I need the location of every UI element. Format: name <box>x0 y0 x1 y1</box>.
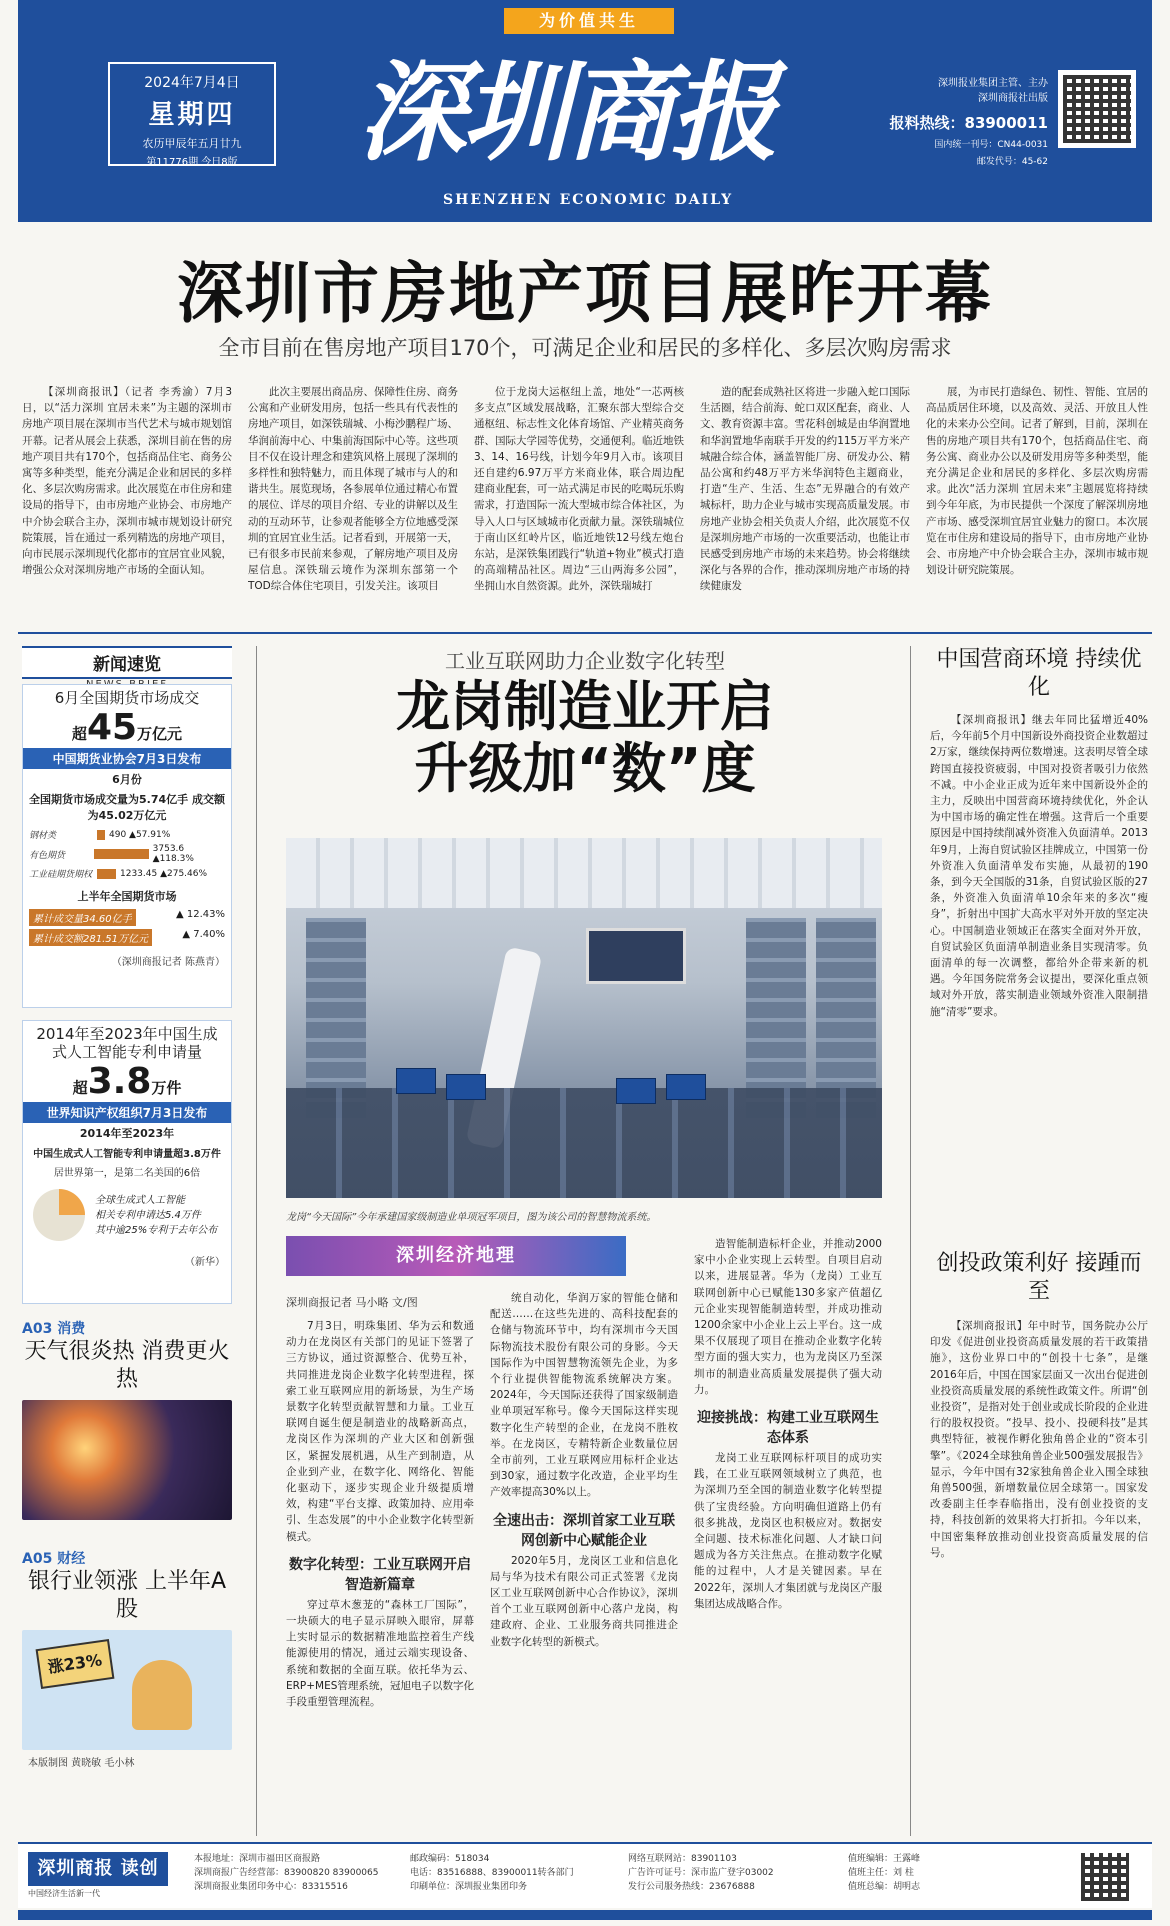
futures-summary: 全国期货市场成交量为5.74亿手 成交额为45.02万亿元 <box>29 793 225 822</box>
ai-pie-icon <box>29 1185 89 1245</box>
lead-subhead: 全市目前在售房地产项目170个，可满足企业和居民的多样化、多层次购房需求 <box>218 336 952 360</box>
issue-number: 第11776期 今日8版 <box>146 157 238 168</box>
business-env-text <box>930 712 1148 1232</box>
publisher-info <box>888 74 1048 167</box>
footer-col-1: 本报地址：深圳市福田区商报路 深圳商报广告经营部：83900820 83900065 深圳商报业集团印务中心：83315516 <box>194 1854 379 1892</box>
futures-big-number: 超45万亿元 <box>71 707 183 748</box>
feature-subhead-c: 迎接挑战：构建工业互联网生态体系 <box>697 1410 879 1447</box>
teaser-consumption-title: 天气很炎热 消费更火热 <box>24 1339 230 1392</box>
section-banner: 深圳经济地理 <box>286 1236 626 1276</box>
footer-col-4: 值班编辑：王露峰 值班主任：刘 柱 值班总编：胡明志 <box>848 1854 921 1892</box>
futures-stat-card <box>22 684 232 1008</box>
cn-number: 国内统一刊号：CN44-0031 <box>934 140 1048 150</box>
lead-column-1 <box>22 384 232 624</box>
sponsor-text: 深圳报业集团主管、主办 <box>938 78 1048 89</box>
futures-bar-row <box>29 867 225 880</box>
lead-col5-text: 展，为市民打造绿色、韧性、智能、宜居的高品质居住环境，以及高效、灵活、开放且人性化的未来办公空间。记者了解到，目前，深圳在售的房地产项目共有170个，包括商品住宅、商务公寓、商业办公以及研发用房等多种类型，能充分满足企业和居民的多样化、多层次购房需求。此次“活力深圳 宜居未来”主题展览将持续到今年年底，为市民提供一个深度了解深圳房地产市场、感受深圳宜居宜业魅力的窗口。本次展览在市住房和建设局的指导下，由市房地产业协会、市房地产中介协会联合主办，深圳市城市规划设计研究院策展。 <box>926 386 1148 577</box>
futures-card-title: 6月全国期货市场成交 <box>54 689 200 707</box>
lead-col1-text: 【深圳商报讯】（记者 李秀渝）7月3日，以“活力深圳 宜居未来”为主题的深圳市房地产项目展在深圳市当代艺术与城市规划馆开幕。记者从展会上获悉，深圳目前在售的房地产项目共有170个，包括商品住宅、商务公寓等多种类型，能充分满足企业和居民的多样化、多层次购房需求。此次展览在市住房和建设局的指导下，由市房地产业协会、市房地产中介协会联合主办，深圳市城市规划设计研究院策展，旨在通过一系列精选的房地产项目，向市民展示深圳现代化都市的宜居宜业风貌，增强公众对深圳房地产市场的全面认知。 <box>22 386 232 577</box>
futures-half-rows <box>23 909 231 946</box>
futures-bar-value: 490 ▲57.91% <box>109 829 171 840</box>
business-env-body: 【深圳商报讯】继去年同比猛增近40%后，今年前5个月中国新设外商投资企业数超过2万家，继续保持两位数增速。这表明尽管全球跨国直接投资疲弱，中国对投资者吸引力依然不减。中小企业正成为近年来中国新设外企的主力，反映出中国营商环境持续优化，外企认为中国市场的确定性在增强。这背后一个重要原因是中国持续削减外资准入负面清单。2013年9月，上海自贸试验区挂牌成立，中国第一份外资准入负面清单发布实施，从最初的190条，到今天全国版的31条，自贸试验区版的27条，外资准入负面清单10余年来的多次“瘦身”，折射出中国扩大高水平对外开放的坚定决心。中国制造业领域正在落实全面对外开放，自贸试验区负面清单制造业条目实现清零。负面清单的每一次调整，都给外企带来新的机遇。今年国务院常务会议提出，要深化重点领域对外开放，落实制造业领域外资准入限制措施“清零”要求。 <box>930 714 1148 1018</box>
futures-bar <box>97 869 116 879</box>
half-year-label: 累计成交额281.51万亿元 <box>29 929 152 946</box>
feature-column-b <box>490 1290 678 1838</box>
lead-col3-text: 位于龙岗大运枢纽上盖，地处“一芯两核多支点”区域发展战略，汇聚东部大型综合交通枢纽、标志性文化体育场馆、产业精英商务群、国际大学园等优势，交通便利。临近地铁3、14、16号线，计划今年9月入市。该项目还自建约6.97万平方米商业体，联合周边配建商业配套，可一站式满足市民的吃喝玩乐购需求，打造国际一流大型城市综合体社区，为导入人口与区域城市化贡献力量。深铁瑞城位于南山区红岭片区，临近地铁12号线左炮台东站，是深铁集团践行“轨道+物业”模式打造的高端精品社区。周边“三山两海多公园”，坐拥山水自然资源。此外，深铁瑞城打 <box>474 386 684 593</box>
lead-column-4 <box>700 384 910 624</box>
futures-bar-chart <box>23 828 231 880</box>
factory-photo <box>286 838 882 1198</box>
half-year-pct: ▲ 12.43% <box>176 909 225 920</box>
ai-big-number: 超3.8万件 <box>72 1061 182 1102</box>
footer-slogan: 中国经济生活新一代 <box>28 1889 100 1898</box>
lead-col4-text: 造的配套成熟社区将进一步融入蛇口国际生活圈，结合前海、蛇口双区配套，商业、人文、教育资源丰富。雪花科创城是由华润置地和华润置地华南联手开发的约115万平方米产城融合综合体，涵盖智能厂房、研发办公、精品公寓和约48万平方米华润特色主题商业，打造“生产、生活、生态”无界融合的有效产城标杆，助力企业与城市实现高质量发展。市房地产业协会相关负责人介绍，此次展览不仅是深圳房地产市场的一次重要活动，也能让市民感受到房地产市场的未来趋势。协会将继续深化与各界的合作，推动深圳房地产市场的持续健康发 <box>700 386 910 593</box>
newspaper-logo-en: SHENZHEN ECONOMIC DAILY <box>443 192 734 208</box>
column-divider-left <box>256 646 257 1836</box>
ai-source-bar: 世界知识产权组织7月3日发布 <box>23 1102 231 1123</box>
futures-bar <box>94 849 149 859</box>
lead-headline: 深圳市房地产项目展昨开幕 <box>177 255 993 332</box>
futures-source-bar: 中国期货业协会7月3日发布 <box>23 748 231 769</box>
teaser-finance-credit: 本版制图 黄晓敏 毛小林 <box>28 1758 135 1769</box>
futures-bar-row <box>29 844 225 864</box>
issue-weekday: 星期四 <box>148 100 236 130</box>
publisher-text: 深圳商报社出版 <box>978 93 1048 104</box>
feature-kicker: 工业互联网助力企业数字化转型 <box>445 649 725 673</box>
news-brief-title: 新闻速览 <box>22 646 232 679</box>
feature-byline: 深圳商报记者 马小略 文/图 <box>286 1296 418 1309</box>
feature-colC-text: 造智能制造标杆企业，并推动2000家中小企业实现上云转型。自项目启动以来，进展显著。华为（龙岗）工业互联网创新中心已赋能130多家产值超亿元企业实现智能制造转型，并成功推动1200余家中小企业上云上平台。这一成果不仅展现了项目在推动企业数字化转型方面的强大实力，也为龙岗区乃至深圳市的制造业高质量发展提供了强大动力。 <box>694 1238 882 1396</box>
feature-colC2-text: 龙岗工业互联网标杆项目的成功实践，在工业互联网领域树立了典范，也为深圳乃至全国的制造业数字化转型提供了宝贵经验。方向明确但道路上仍有很多挑战，龙岗区也积极应对。数据安全问题、技术标准化问题、人才缺口问题成为各方关注焦点。在推动数字化赋能的过程中，人才是关键因素。早在2022年，深圳人才集团就与龙岗区产服集团达成战略合作。 <box>694 1452 882 1610</box>
lead-column-2 <box>248 384 458 624</box>
teaser-consumption-code: A03 消费 <box>22 1321 86 1337</box>
lunar-date: 农历甲辰年五月廿九 <box>142 137 242 150</box>
feature-column-c <box>694 1236 882 1838</box>
footer-logo: 深圳商报 读创 <box>28 1852 168 1886</box>
venture-policy-text <box>930 1318 1148 1838</box>
feature-colA2-text: 穿过草木葱茏的“森林工厂国际”，一块硕大的电子显示屏映入眼帘，屏幕上实时显示的数据精准地监控着生产线能源使用的情况，通过云端实现设备、系统和数据的全面互联。依托华为云、ERP+MES管理系统，冠旭电子以数字化手段重塑管理流程。 <box>286 1598 474 1709</box>
ai-line2: 居世界第一，是第二名美国的6倍 <box>53 1168 201 1179</box>
futures-bar-row <box>29 828 225 841</box>
half-year-row <box>29 929 225 946</box>
venture-policy-body: 【深圳商报讯】年中时节，国务院办公厅印发《促进创业投资高质量发展的若干政策措施》，这份业界口中的“创投十七条”，是继2016年后，中国在国家层面又一次出台促进创业投资高质量发展的系统性政策文件。所谓“创业投资”，是指对处于创业或成长阶段的企业进行的股权投资。“投早、投小、投硬科技”是其典型特征，被视作孵化独角兽企业的“资本引擎”。《2024全球独角兽企业500强发展报告》显示，今年中国有32家独角兽企业入围全球独角兽500强，新增数量位居全球第一。国家发改委副主任李春临指出，没有创业投资的支持，科技创新的效果将大打折扣。今年以来，中国密集释放推动创业投资高质量发展的信号。 <box>930 1320 1148 1559</box>
teaser-consumption[interactable] <box>22 1318 232 1520</box>
ai-credit: （新华） <box>185 1257 225 1268</box>
newspaper-logo: 深圳商报 <box>358 50 775 176</box>
masthead <box>18 0 1152 222</box>
photo-caption: 龙岗“今天国际”今年承建国家级制造业单项冠军项目，图为该公司的智慧物流系统。 <box>286 1212 657 1223</box>
futures-bar-value: 3753.6 ▲118.3% <box>152 844 194 864</box>
hotline-text: 报料热线：83900011 <box>889 114 1048 132</box>
issue-date: 2024年7月4日 <box>144 75 240 91</box>
section-divider <box>18 632 1152 634</box>
footer-col-2: 邮政编码：518034 电话：83516888、83900011转各部门 印刷单位：深圳报业集团印务 <box>410 1854 574 1892</box>
futures-half-title: 上半年全国期货市场 <box>77 890 177 903</box>
feature-colA-text: 7月3日，明珠集团、华为云和数通动力在龙岗区有关部门的见证下签署了三方协议，通过资源整合、优势互补，共同推进龙岗企业数字化转型进程，探索工业互联网应用的新场景，为生产场景数字化转型贡献智慧和力量。工业互联网自诞生便是制造业的战略新高点，龙岗区作为深圳的产业大区和创新强区，紧握发展机遇，从生产到制造，从企业到产业，在数字化、网络化、智能化驱动下，逐步实现企业升级提质增效，构建“平台支撑、政策加持、应用牵引、生态发展”的中小企业数字化转型新模式。 <box>286 1320 474 1543</box>
bank-illustration <box>22 1630 232 1750</box>
lead-column-5 <box>926 384 1148 624</box>
lead-col2-text: 此次主要展出商品房、保障性住房、商务公寓和产业研发用房，包括一些具有代表性的房地产项目，如深铁瑞城、小梅沙鹏程广场、华润前海中心、中集前海国际中心等。这些项目不仅在设计理念和建筑风格上展现了深圳的多样性和独特魅力，而且体现了城市与人的和谐共生。展览现场，各参展单位通过精心布置的展位、详尽的项目介绍、专业的讲解以及生动的互动环节，让参观者能够全方位地感受深圳的宜居宜业生活。记者看到，开展第一天，已有很多市民前来参观，了解房地产项目及房屋信息。深铁瑞云境作为深圳东部第一个TOD综合体住宅项目，引发关注。该项目 <box>248 386 458 593</box>
coin-icon <box>132 1660 192 1730</box>
half-year-pct: ▲ 7.40% <box>182 929 225 940</box>
ai-note1: 全球生成式人工智能 <box>95 1194 185 1206</box>
half-year-row <box>29 909 225 926</box>
ai-period: 2014年至2023年 <box>79 1127 175 1140</box>
lead-column-3 <box>474 384 684 624</box>
feature-title <box>265 676 905 800</box>
ai-note3: 其中逾25%专利于去年公布 <box>95 1224 218 1236</box>
futures-month: 6月份 <box>112 773 142 786</box>
futures-bar-label: 有色期货 <box>29 850 66 861</box>
monitor-screen <box>586 928 686 984</box>
date-box <box>108 62 276 166</box>
futures-bar-value: 1233.45 ▲275.46% <box>120 868 208 879</box>
rise-stamp: 涨23% <box>36 1639 115 1689</box>
futures-bar-label: 钢材类 <box>29 831 57 841</box>
feature-subhead-b: 全速出击：深圳首家工业互联网创新中心赋能企业 <box>493 1512 675 1549</box>
feature-colB-text: 统自动化，华润万家的智能仓储和配送……在这些先进的、高科技配套的仓储与物流环节中，均有深圳市今天国际物流技术股份有限公司的身影。今天国际作为中国智慧物流领先企业，为多个行业提供智能物流系统解决方案。2024年，今天国际还获得了国家级制造业单项冠军称号。像今天国际这样实现数字化生产转型的企业，在龙岗不胜枚举。在龙岗区，专精特新企业数量位居全市前列，工业互联网应用标杆企业达到30家，通过数字化改造，企业平均生产效率提高30%以上。 <box>490 1292 678 1499</box>
futures-bar-label: 工业硅期货期权 <box>29 870 93 880</box>
qr-code-icon[interactable] <box>1058 70 1136 148</box>
footer-col-3: 网络互联网站：83901103 广告许可证号：深市监广登字03002 发行公司服务热线：23676888 <box>628 1854 774 1892</box>
futures-credit: （深圳商报记者 陈燕青） <box>111 957 225 968</box>
feature-subhead-a: 数字化转型：工业互联网开启智造新篇章 <box>289 1556 471 1593</box>
footer-qr-code-icon[interactable] <box>1076 1848 1134 1906</box>
futures-bar <box>97 830 105 840</box>
half-year-label: 累计成交量34.60亿手 <box>29 909 136 926</box>
feature-title-line2: 升级加“数”度 <box>414 737 756 800</box>
bottom-bar <box>18 1910 1152 1920</box>
page-footer <box>18 1842 1152 1908</box>
masthead-slogan: 为价值共生 <box>504 8 674 34</box>
postal-code: 邮发代号：45-62 <box>976 157 1048 167</box>
ai-line1: 中国生成式人工智能专利申请量超3.8万件 <box>33 1149 221 1160</box>
feature-column-a <box>286 1318 474 1838</box>
business-env-headline: 中国营商环境 持续优化 <box>936 647 1142 700</box>
night-market-image <box>22 1400 232 1520</box>
teaser-finance[interactable] <box>22 1548 232 1773</box>
ai-card-title: 2014年至2023年中国生成式人工智能专利申请量 <box>36 1025 218 1061</box>
venture-policy-headline: 创投政策利好 接踵而至 <box>936 1251 1142 1304</box>
ai-note2: 相关专利申请达5.4万件 <box>95 1209 201 1221</box>
teaser-finance-title: 银行业领涨 上半年A股 <box>27 1569 227 1622</box>
feature-title-line1: 龙岗制造业开启 <box>396 675 774 738</box>
ai-patent-card <box>22 1020 232 1304</box>
column-divider-right <box>910 646 911 1836</box>
feature-colB2-text: 2020年5月，龙岗区工业和信息化局与华为技术有限公司正式签署《龙岗区工业互联网创新中心合作协议》，深圳首个工业互联网创新中心落户龙岗，构建政府、企业、工业服务商共同推进企业数字化转型的新模式。 <box>490 1554 678 1648</box>
teaser-finance-code: A05 财经 <box>22 1551 86 1567</box>
